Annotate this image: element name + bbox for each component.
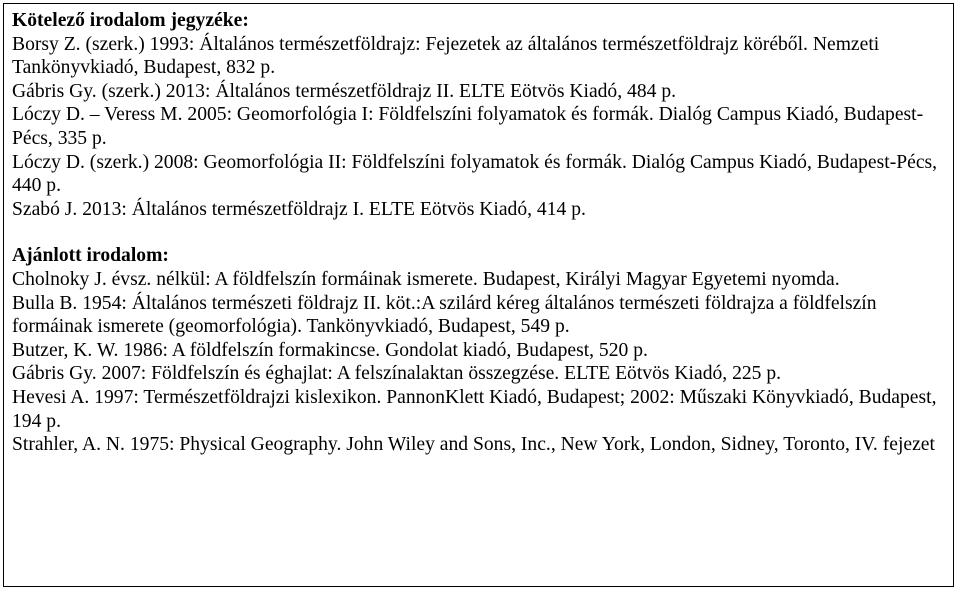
recommended-entry: Strahler, A. N. 1975: Physical Geography. John Wiley and Sons, Inc., New York, London, Sidney, Toronto, IV. fejezet [12, 434, 935, 456]
recommended-entry: Bulla B. 1954: Általános természeti földrajz II. köt.:A szilárd kéreg általános természeti földrajza a földfelszín formáinak ismerete (geomorfológia). Tankönyvkiadó, Budapest, 549 p. [12, 292, 877, 338]
required-entry: Borsy Z. (szerk.) 1993: Általános természetföldrajz: Fejezetek az általános természetföldrajz köréből. Nemzeti Tankönyvkiadó, Budapest, 832 p. [12, 33, 880, 79]
required-reading-heading: Kötelező irodalom jegyzéke: [12, 10, 249, 31]
required-entry: Lóczy D. (szerk.) 2008: Geomorfológia II: Földfelszíni folyamatok és formák. Dialóg Campus Kiadó, Budapest-Pécs, 440 p. [12, 151, 938, 197]
recommended-entry: Butzer, K. W. 1986: A földfelszín formakincse. Gondolat kiadó, Budapest, 520 p. [12, 339, 648, 361]
recommended-reading-heading: Ajánlott irodalom: [12, 245, 169, 267]
required-entry: Gábris Gy. (szerk.) 2013: Általános természetföldrajz II. ELTE Eötvös Kiadó, 484 p. [12, 80, 677, 102]
recommended-entry: Cholnoky J. évsz. nélkül: A földfelszín formáinak ismerete. Budapest, Királyi Magyar Egyetemi nyomda. [12, 268, 840, 290]
section-spacer [12, 221, 945, 244]
recommended-entry: Gábris Gy. 2007: Földfelszín és éghajlat: A felszínalaktan összegzése. ELTE Eötvös Kiadó, 225 p. [12, 363, 782, 385]
required-entry: Szabó J. 2013: Általános természetföldrajz I. ELTE Eötvös Kiadó, 414 p. [12, 198, 586, 220]
required-entry: Lóczy D. – Veress M. 2005: Geomorfológia I: Földfelszíni folyamatok és formák. Dialóg Campus Kiadó, Budapest-Pécs, 335 p. [12, 104, 924, 149]
recommended-entry: Hevesi A. 1997: Természetföldrajzi kislexikon. PannonKlett Kiadó, Budapest; 2002: Műszaki Könyvkiadó, Budapest, 194 p. [12, 386, 937, 432]
bibliography-box [3, 3, 954, 587]
